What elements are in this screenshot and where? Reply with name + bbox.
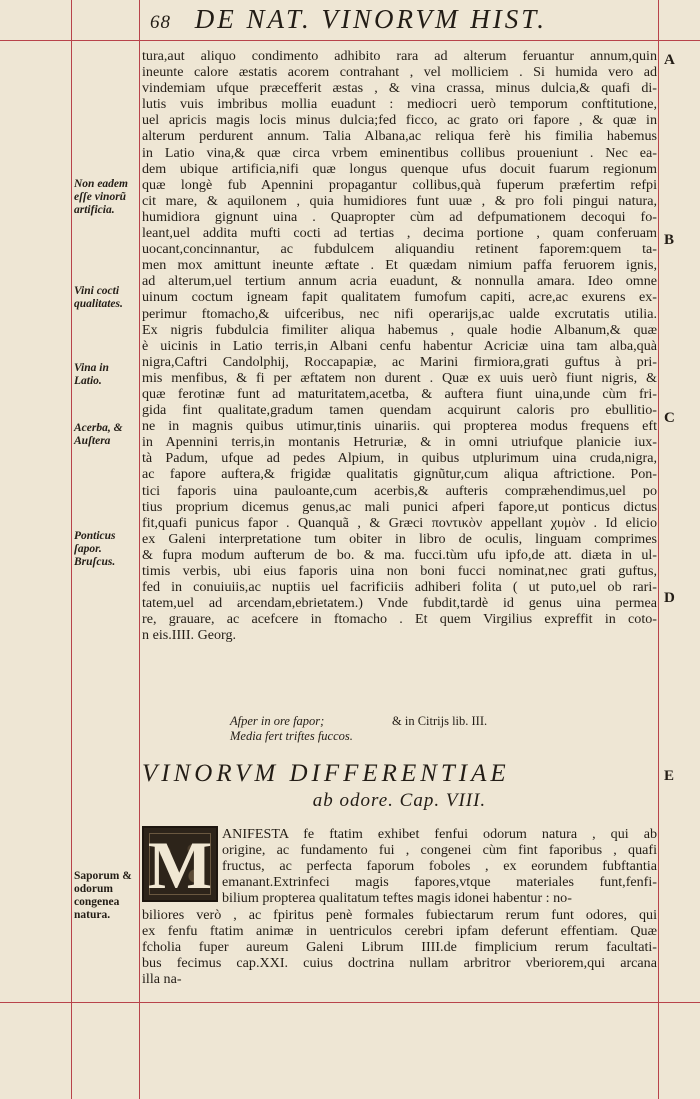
text-line: fructus, ac perfecta faporum foboles , ex eorundem fubftantia	[222, 858, 657, 875]
text-line: fit,quafi punicus fapor . Quanquã , & Græci πoντικὸν appellant χυμὸν . Id elicio	[142, 514, 657, 531]
chapter-title: VINORVM DIFFERENTIAE	[142, 760, 510, 787]
text-line: mis menfibus, & fi per æftatem non durent . Quæ ex uuis uerò fiunt nigris, &	[142, 369, 657, 386]
text-line: perimur ftomacho,& uifceribus, nec nifi operarijs,ac ualde excrutatis utilia.	[142, 305, 657, 322]
text-line: dem ubique artificia,nifi quæ longus quenque ufus docuit fuarum regionum	[142, 160, 657, 177]
verse-line: Afper in ore fapor;	[230, 714, 325, 728]
chapter-opening-text	[222, 826, 657, 906]
text-line: tici faporis uina pauloante,cum acerbis,& aufteris compræhendimus,uel po	[142, 482, 657, 499]
text-line: fcholia fuper aureum Galeni Librum IIII.de fimplicium rerum facultati-	[142, 939, 657, 956]
section-letter-marker: D	[664, 590, 675, 606]
section-letter-marker: C	[664, 410, 675, 426]
verse-reference: & in Citrijs lib. III.	[392, 714, 488, 728]
text-line: biliores verò , ac fpiritus penè formales fubiectarum rerum funt odores, qui	[142, 907, 657, 923]
text-line: ANIFESTA fe ftatim exhibet fenfui odorum natura , qui ab	[222, 826, 657, 842]
footer-rule	[0, 1002, 700, 1003]
chapter-text-continued	[142, 907, 657, 987]
text-line: alterum perdurent annum. Talia Albana,ac reliqua ferè his fimilia habemus	[142, 128, 657, 145]
page-number: 68	[150, 12, 171, 33]
text-line: men mox amittunt ineunte æftate . Et quædam nimium paffa feruorem ignis,	[142, 257, 657, 274]
text-line: uocant,concinnantur, ac fubdulcem aliquandiu retinent faporem:quem ta-	[142, 241, 657, 258]
text-line: tura,aut aliquo condimento adhibito rara ad alterum feruantur annum,quin	[142, 48, 657, 64]
section-letter-marker: A	[664, 52, 675, 68]
text-line: gida fint qualitate,gradum tamen quendam acquirunt caloris pro ebullitio-	[142, 402, 657, 419]
margin-rule-right	[658, 0, 659, 1099]
text-line: origine, ac fundamento fui , congenei cùm fint faporibus , quafi	[222, 842, 657, 859]
text-line: Ex nigris fubdulcia fimiliter aliqua habemus , quale hodie Albanum,& quæ	[142, 321, 657, 338]
header-rule	[0, 40, 700, 41]
text-line: emanant.Extrinfeci magis fapores,vtque materiales funt,fenfi-	[222, 874, 657, 891]
text-line: lutis vuis imbribus mollia euadunt : mediocri uerò temporum conftitutione,	[142, 96, 657, 113]
text-line: quæ longè fub Apennini propagantur collibus,quà fuperum præfertim refpi	[142, 176, 657, 193]
text-line: uinum coctum igneam fapit qualitatem fumofum capiti, acre,ac exurens ex-	[142, 289, 657, 306]
margin-note: Ponticus ſapor. Bruſcus.	[74, 530, 116, 568]
text-line: è uicinis in Latio terris,in Albani cenfu habentur Acriciæ uina tam alba,quà	[142, 337, 657, 354]
text-line: ad alterum,uel tertium annum acria euadunt, & nonnulla amara. Ideo omne	[142, 273, 657, 290]
text-line: & fupra modum aufterum de bo. & ma. fucci.tùm ufu ipfo,de att. diæta in ul-	[142, 546, 657, 563]
text-line: ineunte calore æstatis acorem contrahant , vel molliciem . Si humida vero ad	[142, 64, 657, 81]
text-line: ex fenfu ftatim animæ in uentriculos cerebri ipfam deferunt effentiam. Quæ	[142, 923, 657, 940]
chapter-subtitle: ab odore. Cap. VIII.	[312, 790, 487, 811]
text-line: tatem,uel ad arcendam,ebrietatem.) Vnde fubdit,tardè id genus uina permea	[142, 595, 657, 612]
text-line: timis verbis, ubi eius faporis uina non boni fucci nominat,nec grati guftus,	[142, 563, 657, 579]
text-line: tà Padum, ufque ad pedes Alpium, in quibus utplurimum uina cruda,nigra,	[142, 450, 657, 467]
running-title: DE NAT. VINORVM HIST.	[194, 4, 547, 34]
margin-rule-left	[71, 0, 72, 1099]
text-line: re, grauare, ac acefcere in ftomacho . Et quem Virgilius expreffit in coto-	[142, 611, 657, 628]
text-line: leant,uel addita mufti cocti ad tertias , decima portione , quam conferuam	[142, 225, 657, 242]
text-line: tius proprium dicemus genus,ac mali punici afperi fapore,ut ponticus dictus	[142, 498, 657, 515]
drop-cap-initial	[142, 826, 218, 902]
main-text-block	[142, 48, 657, 643]
verse-quote	[230, 714, 353, 744]
margin-note: Non eadem eſſe vinorũ artificia.	[74, 178, 128, 216]
text-line: in Apennini terris,in montanis Hetruriæ, & in omni utriufque planicie iux-	[142, 434, 657, 451]
text-line: in Latio vina,& quæ circa vrbem eminentibus collibus proueniunt . Nec ea-	[142, 144, 657, 161]
text-line: ac fapore auftera,& frigidæ qualitatis gignũtur,cum aliqua aftrictione. Pon-	[142, 466, 657, 483]
text-line: uel apricis magis locis minus dulcia;fed ficco, ac grato ori fapore , & quæ in	[142, 112, 657, 129]
margin-note: Vini cocti qualitates.	[74, 285, 123, 310]
margin-note: Vina in Latio.	[74, 362, 109, 387]
section-letter-marker: E	[664, 768, 675, 784]
drop-cap-letter: M	[147, 827, 213, 903]
text-line: ne in magnis quibus utimur,tinis uinariis. qui propterea modus frequens eft	[142, 418, 657, 435]
running-head	[150, 4, 660, 38]
margin-rule-inner	[139, 0, 140, 1099]
text-line: nigra,Caftri Candolphij, Roccapapiæ, ac Marini firmiora,grati guftus à pri-	[142, 353, 657, 370]
text-line: ex Galeni interpretatione tum obiter in libro de oculis, linguam comprimes	[142, 530, 657, 547]
text-line: illa na-	[142, 971, 182, 988]
margin-note: Saporum & odorum congenea natura.	[74, 870, 132, 921]
verse-line: Media fert triftes fuccos.	[230, 729, 353, 743]
text-line: quæ ferotinæ funt ad maturitatem,acetba, & auftera fiunt uina,unde cùm fri-	[142, 385, 657, 402]
section-letter-marker: B	[664, 232, 675, 248]
text-line: humidiora gignunt uina . Quapropter cùm ad defpumationem decoqui fo-	[142, 208, 657, 225]
text-line: cit mare, & aquilonem , quia humidiores funt uuæ , & pro foli pingui natura,	[142, 192, 657, 209]
text-line: vindemiam ufque præcefferit æstas , & vina crassa, minus dulcia,& quafi di-	[142, 80, 657, 97]
text-line: bilium propterea qualitatum teftes magis idonei habentur : no-	[222, 890, 572, 907]
text-line: bus fecimus cap.XXI. cuius doctrina nullam arbritror vberiorem,qui arcana	[142, 955, 657, 972]
text-line: n eis.IIII. Georg.	[142, 627, 237, 644]
text-line: fed in conuiuiis,ac nuptiis uel facrificiis adhiberi folita ( ut puto,uel ob rari-	[142, 579, 657, 596]
margin-note: Acerba, & Auſtera	[74, 422, 123, 447]
